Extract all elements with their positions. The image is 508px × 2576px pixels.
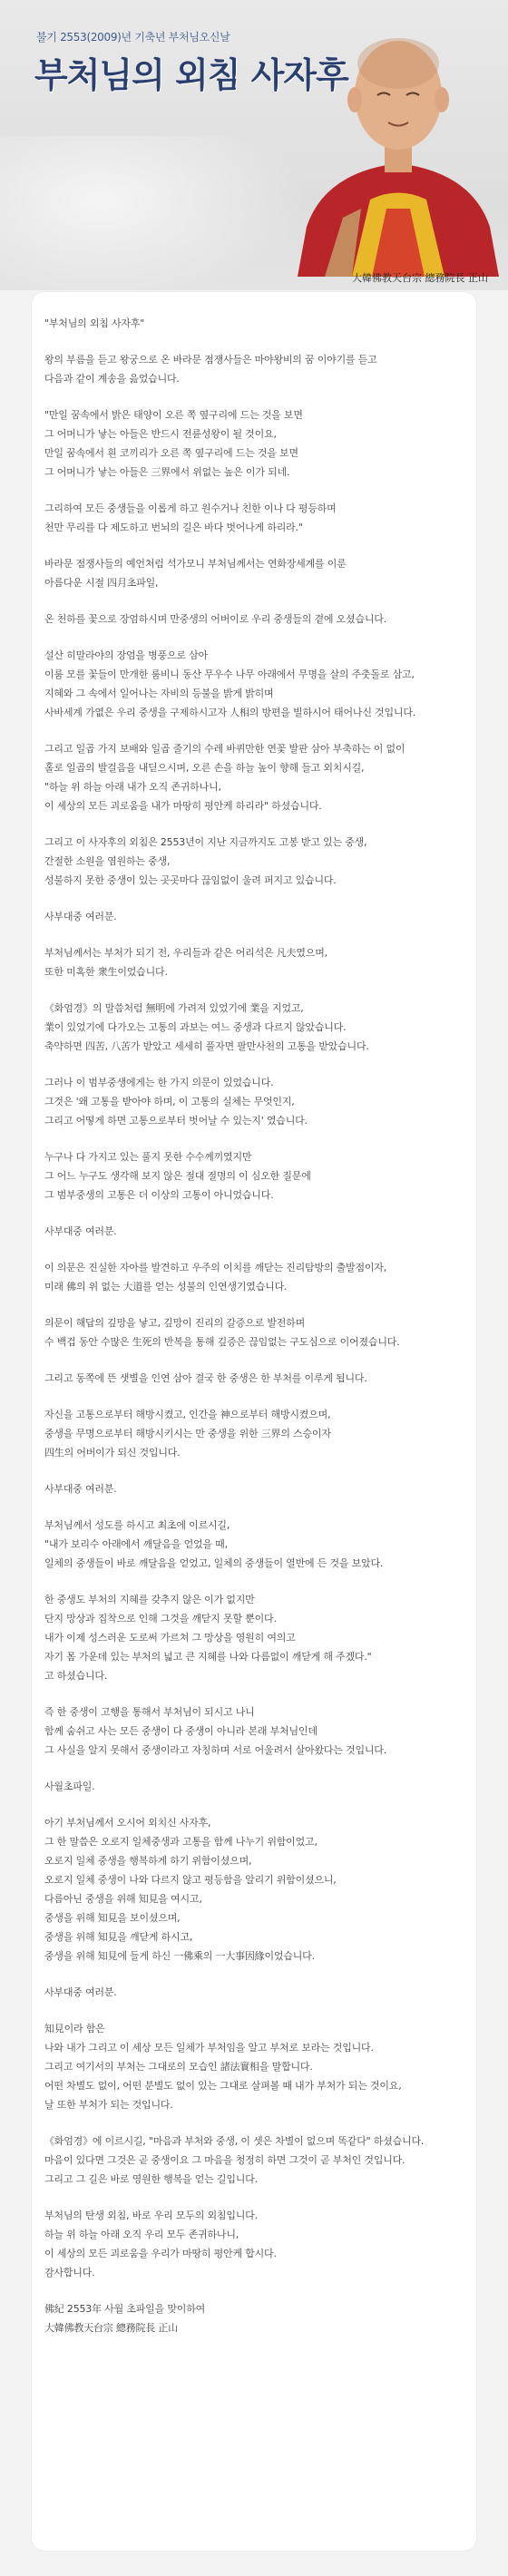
monk-portrait	[288, 0, 508, 277]
page-title: 부처님의 외침 사자후	[34, 55, 348, 95]
paragraph: 왕의 부름을 듣고 왕궁으로 온 바라문 점쟁사들은 마야왕비의 꿈 이야기를 듣고 다음과 같이 계송을 읊었습니다.	[44, 354, 377, 385]
paragraph: 부처님의 탄생 외침, 바로 우리 모두의 외침입니다. 하늘 위 하늘 아래 오직 우리 모두 존귀하나니, 이 세상의 모든 괴로움을 우리가 마땅히 평안케 합시다. 감사합니다.	[44, 2210, 277, 2278]
paragraph: 바라문 점쟁사들의 예언처럼 석가모니 부처님께서는 연화장세계를 이룬 아름다운 시절 四月초파일,	[44, 558, 347, 589]
paragraph: 그리고 이 사자후의 외침은 2553년이 지난 지금까지도 고봉 받고 있는 중생, 간절한 소원을 염원하는 중생, 성불하지 못한 중생이 있는 곳곳마다 끊임없이 울려 퍼지고 있습니다.	[44, 836, 367, 886]
paragraph: 자신을 고통으로부터 해방시켰고, 인간을 神으로부터 해방시켰으며, 중생을 무명으로부터 해방시키시는 만 중생을 위한 三界의 스승이자 四生의 어버이가 되신 것입니다.	[44, 1409, 331, 1459]
paragraph: 온 천하를 꽃으로 장엄하시며 만중생의 어버이로 우리 중생들의 곁에 오셨습니다.	[44, 613, 387, 625]
paragraph: "만일 꿈속에서 밝은 태양이 오른 쪽 옆구리에 드는 것을 보면 그 어머니가 낳는 아들은 반드시 전륜성왕이 될 것이요, 만일 꿈속에서 흰 코끼리가 오른 쪽 옆구리에 드는 것을 보면 그 어머니가 낳는 아들은 三界에서 위없는 높은 이가 되네.	[44, 409, 303, 478]
paragraph: 그리고 동쪽에 뜬 샛별을 인연 삼아 결국 한 중생은 한 부처를 이루게 됩니다.	[44, 1372, 367, 1384]
paragraph: 知見이라 함은 나와 내가 그리고 이 세상 모든 일체가 부처임을 알고 부처로 보라는 것입니다. 그리고 여기서의 부처는 그대로의 모습인 諸法實相을 말합니다. 어떤 차별도 없이, 어떤 분별도 없이 있는 그대로 살펴볼 때 내가 부처가 되는 것이요, 날 또한 부처가 되는 것입니다.	[44, 2023, 402, 2111]
paragraph: 설산 히말라야의 장엄을 병풍으로 삼아 이룸 모를 꽃들이 만개한 룸비니 동산 무우수 나무 아래에서 무명을 살의 주춧돌로 삼고, 지혜와 그 속에서 일어나는 자비의 등불을 밝게 밝히며 사바세계 가엾은 우리 중생을 구제하시고자 人相의 방편을 빌하시어 태어나신 것입니다.	[44, 649, 416, 718]
paragraph: 佛紀 2553年 사월 초파일을 맞이하여 大韓佛教天台宗 總務院長 正山	[44, 2303, 206, 2334]
paragraph: 그리하여 모든 중생들을 이롭게 하고 원수거나 친한 이나 다 평등하며 천만 무리를 다 제도하고 번뇌의 길은 바다 벗어나게 하리라."	[44, 503, 337, 533]
subtitle: 불기 2553(2009)년 기축년 부처님오신날	[36, 31, 230, 44]
paragraph: 사부대중 여러분.	[44, 1225, 117, 1237]
paragraph: 사부대중 여러분.	[44, 1483, 117, 1495]
paragraph: 사부대중 여러분.	[44, 911, 117, 922]
signature: 大韓佛教天台宗 總務院長 正山	[352, 272, 488, 284]
paragraph: 한 중생도 부처의 지혜를 갖추지 않은 이가 없지만 단지 망상과 집착으로 인해 그것을 깨닫지 못할 뿐이다. 내가 이제 성스러운 도로써 가르쳐 그 망상을 영원히 여의고 자기 몸 가운데 있는 부처의 넓고 큰 지혜를 나와 다름없이 깨닫게 해 주겠다." 고 하셨습니다.	[44, 1594, 372, 1682]
paragraph: 누구나 다 가지고 있는 풀지 못한 수수께끼였지만 그 어느 누구도 생각해 보지 않은 절대 절명의 이 심오한 질문에 그 범부중생의 고통은 더 이상의 고통이 아니었습니다.	[44, 1151, 311, 1201]
message-body	[32, 292, 476, 2551]
paragraph: 부처님께서 성도를 하시고 최초에 이르시길, "내가 보리수 아래에서 깨달음을 얻었을 때, 일체의 중생들이 바로 깨달음을 얻었고, 일체의 중생들이 열반에 든 것을 보았다.	[44, 1519, 384, 1569]
paragraph: 《화엄경》의 말씀처럼 無明에 가려져 있었기에 業을 지었고, 業이 있었기에 다가오는 고통의 과보는 여느 중생과 다르지 않았습니다. 축약하면 四苦, 八苦가 받았고 세세히 풀자면 팔만사천의 고통을 받았습니다.	[44, 1002, 369, 1052]
paragraph: 사부대중 여러분.	[44, 1986, 117, 1998]
paragraph: 이 의문은 진실한 자아를 발견하고 우주의 이치를 깨닫는 진리탐방의 출발점이자, 미래 佛의 위 없는 大道를 얻는 성불의 인연생기였습니다.	[44, 1262, 387, 1293]
paragraph: 《화엄경》에 이르시길, "마음과 부처와 중생, 이 셋은 차별이 없으며 똑같다" 하셨습니다. 마음이 있다면 그것은 곧 중생이요 그 마음을 청정히 하면 그것이 곧 부처인 것입니다. 그리고 그 길은 바로 영원한 행복을 얻는 길입니다.	[44, 2135, 425, 2185]
paragraph: 의문이 해답의 깊망을 낳고, 깊망이 진리의 갈증으로 발전하며 수 백겁 동안 수많은 生死의 반복을 통해 깊증은 끊임없는 구도심으로 이어졌습니다.	[44, 1317, 400, 1348]
paragraph: 그러나 이 범부중생에게는 한 가지 의문이 있었습니다. 그것은 '왜 고통을 받아야 하며, 이 고통의 실체는 무엇인지, 그리고 어떻게 하면 고통으로부터 벗어날 수 있는지' 였습니다.	[44, 1077, 308, 1127]
paragraph: 즉 한 중생이 고행을 통해서 부처님이 되시고 나니 함께 숨쉬고 사는 모든 중생이 다 중생이 아니라 본래 부처님인데 그 사실을 알지 못해서 중생이라고 자칭하며 서로 어울려서 살아왔다는 것입니다.	[44, 1706, 387, 1756]
paragraph: 부처님께서는 부처가 되기 전, 우리들과 같은 어리석은 凡夫였으며, 또한 미혹한 衆生이었습니다.	[44, 947, 327, 978]
paragraph: 그리고 일곱 가지 보배와 일곱 줄기의 수레 바퀴만한 연꽃 발판 삼아 부축하는 이 없이 홀로 일곱의 발걸음을 내딛으시며, 오른 손을 하늘 높이 향해 들고 외치시길, "하늘 위 하늘 아래 내가 오직 존귀하나니, 이 세상의 모든 괴로움을 내가 마땅히 평안케 하리라" 하셨습니다.	[44, 743, 405, 812]
header-banner	[0, 0, 508, 290]
paragraph: 사월초파일.	[44, 1781, 95, 1792]
paragraph: 아기 부처님께서 오시어 외치신 사자후, 그 한 말씀은 오로지 일체중생과 고통을 함께 나누기 위함이었고, 오로지 일체 중생을 행복하게 하기 위함이셨으며, 오로지 일체 중생이 나와 다르지 않고 평등함을 알리기 위함이셨으니, 다름아닌 중생을 위해 知見을 여시고, 중생을 위해 知見을 보이셨으며, 중생을 위해 知見을 깨닫게 하시고, 중생을 위해 知見에 들게 하신 一佛乘의 一大事因緣이었습니다.	[44, 1817, 337, 1962]
lotus-decoration	[0, 136, 308, 290]
paragraph: "부처님의 외침 사자후"	[44, 317, 145, 329]
message-content	[44, 314, 471, 2355]
